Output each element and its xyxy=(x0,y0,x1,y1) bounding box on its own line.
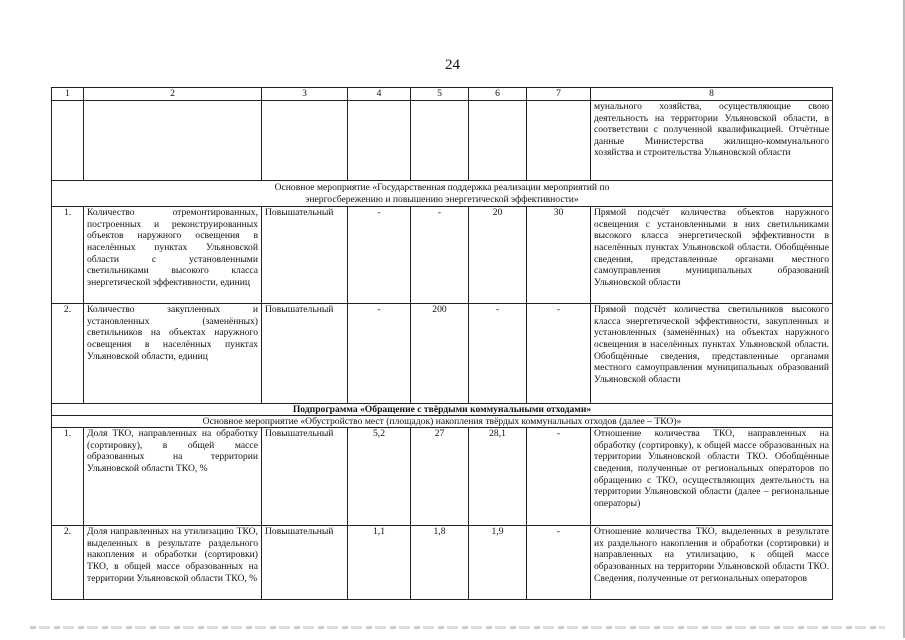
subprogram-row xyxy=(52,404,833,416)
table-row xyxy=(52,207,833,304)
table-row xyxy=(52,526,833,600)
value-cell: - xyxy=(527,428,591,526)
method-cell: Отношение количества ТКО, направленных на обработку (сортировку), к общей массе образованных на территории Ульяновской области ТКО. Обобщённые сведения, полученные от региональных операторов по обращению с ТКО, осуществляющих деятельность на территории Ульяновской области (далее – региональные операторы) xyxy=(591,428,833,526)
section-row xyxy=(52,181,833,207)
subprogram-title: Подпрограмма «Обращение с твёрдыми коммунальными отходами» xyxy=(52,404,833,416)
indicator-cell: Количество закупленных и установленных (заменённых) светильников на объектах наружного освещения в населённых пунктах Ульяновской области, единиц xyxy=(84,304,262,404)
value-cell: 1,8 xyxy=(411,526,469,600)
column-header: 1 xyxy=(52,88,84,101)
column-header: 3 xyxy=(262,88,348,101)
column-header: 7 xyxy=(527,88,591,101)
value-cell: - xyxy=(527,526,591,600)
value-cell: - xyxy=(527,304,591,404)
row-number: 1. xyxy=(52,428,84,526)
page-number: 24 xyxy=(445,57,460,73)
value-cell: - xyxy=(469,304,527,404)
value-cell: - xyxy=(348,207,411,304)
value-cell: 200 xyxy=(411,304,469,404)
value-cell: 5,2 xyxy=(348,428,411,526)
value-cell: - xyxy=(411,207,469,304)
section-row xyxy=(52,416,833,428)
indicator-cell: Количество отремонтированных, построенных и реконструированных объектов наружного освещения в населённых пунктах Ульяновской области с установленными светильниками высокого класса энергетической эффективности, единиц xyxy=(84,207,262,304)
column-header-row xyxy=(52,88,833,101)
type-cell: Повышательный xyxy=(262,304,348,404)
method-cell: Отношение количества ТКО, выделенных в результате их раздельного накопления и обработки (сортировки) и направленных на утилизацию, к общей массе образованных на территории Ульяновской области ТКО. Сведения, полученные от региональных операторов xyxy=(591,526,833,600)
row-number: 2. xyxy=(52,526,84,600)
column-header: 4 xyxy=(348,88,411,101)
method-cell: Прямой подсчёт количества светильников высокого класса энергетической эффективности, закупленных и установленных (заменённых) на объектах наружного освещения в населённых пунктах Ульяновской области. Обобщённые сведения, представленные органами местного самоуправления муниципальных образований Ульяновской области xyxy=(591,304,833,404)
value-cell: - xyxy=(348,304,411,404)
type-cell: Повышательный xyxy=(262,428,348,526)
value-cell: 30 xyxy=(527,207,591,304)
value-cell: 20 xyxy=(469,207,527,304)
section-title: Основное мероприятие «Государственная поддержка реализации мероприятий по энергосбережению и повышению энергетической эффективности» xyxy=(52,181,833,207)
row-number: 2. xyxy=(52,304,84,404)
column-header: 8 xyxy=(591,88,833,101)
indicator-cell: Доля ТКО, направленных на обработку (сортировку), в общей массе образованных на территории Ульяновской области ТКО, % xyxy=(84,428,262,526)
table-row xyxy=(52,101,833,181)
value-cell: 1,1 xyxy=(348,526,411,600)
indicators-table xyxy=(51,87,833,600)
scan-artifact-line xyxy=(30,626,885,629)
method-cell: Прямой подсчёт количества объектов наружного освещения с установленными в них светильниками высокого класса энергетической эффективности в населённых пунктах Ульяновской области. Обобщённые сведения, представленные органами местного самоуправления муниципальных образований Ульяновской области xyxy=(591,207,833,304)
type-cell: Повышательный xyxy=(262,526,348,600)
value-cell: 28,1 xyxy=(469,428,527,526)
column-header: 6 xyxy=(469,88,527,101)
value-cell: 27 xyxy=(411,428,469,526)
table-row xyxy=(52,428,833,526)
row-number: 1. xyxy=(52,207,84,304)
indicator-cell: Доля направленных на утилизацию ТКО, выделенных в результате раздельного накопления и обработки (сортировки) ТКО, в общей массе образованных на территории Ульяновской области ТКО, % xyxy=(84,526,262,600)
column-header: 5 xyxy=(411,88,469,101)
section-title: Основное мероприятие «Обустройство мест (площадок) накопления твёрдых коммунальных отходов (далее – ТКО)» xyxy=(52,416,833,428)
type-cell: Повышательный xyxy=(262,207,348,304)
table-row xyxy=(52,304,833,404)
method-cell: мунального хозяйства, осуществляющие свою деятельность на территории Ульяновской области, в соответствии с полученной квалификацией. Отчётные данные Министерства жилищно-коммунального хозяйства и строительства Ульяновской области xyxy=(591,101,833,181)
value-cell: 1,9 xyxy=(469,526,527,600)
column-header: 2 xyxy=(84,88,262,101)
